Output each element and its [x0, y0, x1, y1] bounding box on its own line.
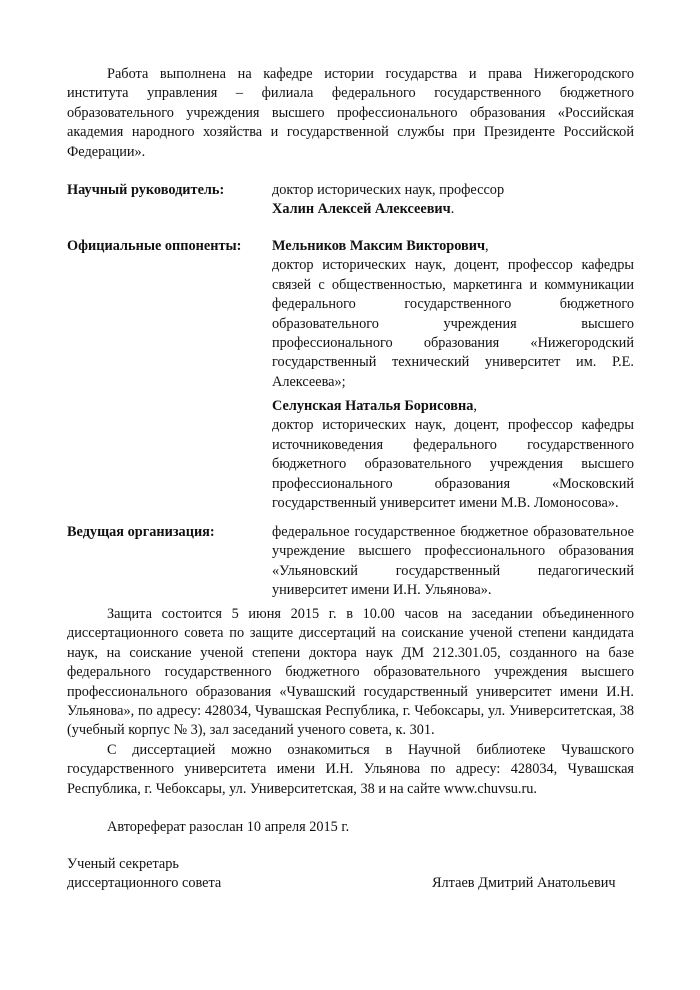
secretary-name: Ялтаев Дмитрий Анатольевич: [432, 875, 616, 891]
supervisor-suffix: .: [450, 201, 455, 218]
lead-org-label: Ведущая организация:: [67, 524, 215, 540]
secretary-title-line-2: диссертационного совета: [67, 875, 222, 891]
opponents-label: Официальные оппоненты:: [67, 238, 242, 254]
defense-paragraph: Защита состоится 5 июня 2015 г. в 10.00 часов на заседании объединенного диссертационного совета по защите диссертаций на соискание ученой степени кандидата наук, на соискание ученой степени доктора наук ДМ 212.301.05, созданного на базе федерального государственного бюджетного образовательного учреждения высшего профессионального образования «Чувашский государственный университет имени И.Н. Ульянова», по адресу: 428034, Чувашская Республика, г. Чебоксары, ул. Университетская, 38 (учебный корпус № 3), зал заседаний ученого совета, к. 301.: [67, 606, 634, 739]
supervisor-name: Халин Алексей Алексеевич: [272, 201, 451, 218]
opponent-2-suffix: ,: [473, 398, 477, 414]
sent-date-line: Автореферат разослан 10 апреля 2015 г.: [107, 819, 350, 835]
opponent-2-name-line: [272, 397, 634, 416]
opponent-2-name: Селунская Наталья Борисовна: [272, 398, 474, 414]
intro-paragraph: Работа выполнена на кафедре истории государства и права Нижегородского института управления – филиала федерального государственного бюджетного образовательного учреждения высшего профессионального образования «Российская академия народного хозяйства и государственной службы при Президенте Российской Федерации».: [67, 66, 634, 160]
opponent-2-details: доктор исторических наук, доцент, профессор кафедры источниковедения федерального государственного бюджетного образовательного учреждения высшего профессионального образования «Московский государственный университет имени М.В. Ломоносова».: [272, 417, 634, 512]
opponent-1-block: [272, 237, 634, 392]
defense-section: [67, 605, 634, 799]
opponent-1-details: доктор исторических наук, доцент, профессор кафедры связей с общественностью, маркетинга и коммуникации федерального государственного бюджетного образовательного учреждения высшего профессионального образования «Нижегородский государственный технический университет им. Р.Е. Алексеева»;: [272, 257, 634, 390]
opponent-1-suffix: ,: [485, 238, 489, 254]
library-paragraph: С диссертацией можно ознакомиться в Научной библиотеке Чувашского государственного университета имени И.Н. Ульянова по адресу: 428034, Чувашская Республика, г. Чебоксары, ул. Университетская, 38 и на сайте www.chuvsu.ru.: [67, 741, 634, 797]
secretary-title-line-1: Ученый секретарь: [67, 856, 179, 872]
supervisor-label: Научный руководитель:: [67, 182, 225, 198]
supervisor-block: [272, 181, 634, 220]
supervisor-degree: доктор исторических наук, профессор: [272, 182, 505, 198]
supervisor-name-line: [272, 200, 634, 219]
opponent-2-block: [272, 397, 634, 513]
opponent-1-name: Мельников Максим Викторович: [272, 238, 486, 254]
opponent-1-name-line: [272, 237, 634, 256]
lead-org-text: федеральное государственное бюджетное образовательное учреждение высшего профессионального образования «Ульяновский государственный педагогический университет имени И.Н. Ульянова».: [272, 524, 634, 599]
